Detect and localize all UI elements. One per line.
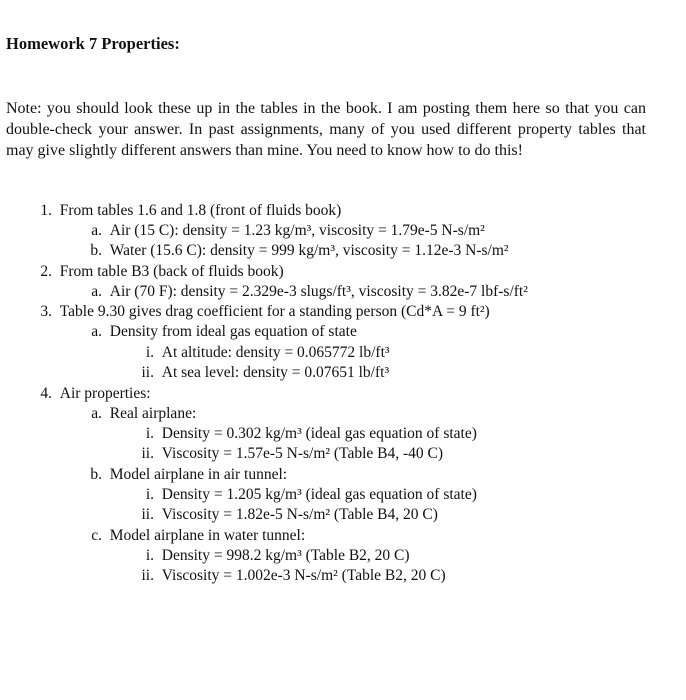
document-title: Homework 7 Properties: (6, 34, 180, 53)
list-item-3: 3. Table 9.30 gives drag coefficient for a standing person (Cd*A = 9 ft²) (40, 303, 490, 320)
list-item-4a: a. Real airplane: (91, 405, 197, 422)
list-item-4b-ii: ii. Viscosity = 1.82e-5 N-s/m² (Table B4, 20 C) (141, 506, 438, 523)
list-item-4a-ii: ii. Viscosity = 1.57e-5 N-s/m² (Table B4, -40 C) (141, 445, 444, 462)
list-item-1: 1. From tables 1.6 and 1.8 (front of fluids book) (40, 202, 342, 219)
list-item-1b: b. Water (15.6 C): density = 999 kg/m³, viscosity = 1.12e-3 N-s/m² (90, 242, 509, 259)
list-item-4a-i: i. Density = 0.302 kg/m³ (ideal gas equation of state) (145, 425, 477, 442)
list-item-3a: a. Density from ideal gas equation of state (91, 323, 357, 340)
list-item-4c-i: i. Density = 998.2 kg/m³ (Table B2, 20 C) (145, 547, 410, 564)
list-item-3a-i: i. At altitude: density = 0.065772 lb/ft³ (145, 344, 390, 361)
note-paragraph: Note: you should look these up in the tables in the book. I am posting them here so that you can double-check your answer. In past assignments, many of you used different property tables that may give slightly different answers than mine. You need to know how to do this! (6, 100, 646, 159)
list-item-4c-ii: ii. Viscosity = 1.002e-3 N-s/m² (Table B2, 20 C) (141, 567, 446, 584)
list-item-1a: a. Air (15 C): density = 1.23 kg/m³, viscosity = 1.79e-5 N-s/m² (91, 222, 485, 239)
list-item-3a-ii: ii. At sea level: density = 0.07651 lb/ft³ (141, 364, 390, 381)
list-item-4c: c. Model airplane in water tunnel: (91, 527, 306, 544)
list-item-2: 2. From table B3 (back of fluids book) (40, 263, 284, 280)
list-item-4b: b. Model airplane in air tunnel: (90, 466, 288, 483)
list-item-2a: a. Air (70 F): density = 2.329e-3 slugs/ft³, viscosity = 3.82e-7 lbf-s/ft² (91, 283, 528, 300)
list-item-4b-i: i. Density = 1.205 kg/m³ (ideal gas equation of state) (145, 486, 477, 503)
list-item-4: 4. Air properties: (40, 385, 151, 402)
